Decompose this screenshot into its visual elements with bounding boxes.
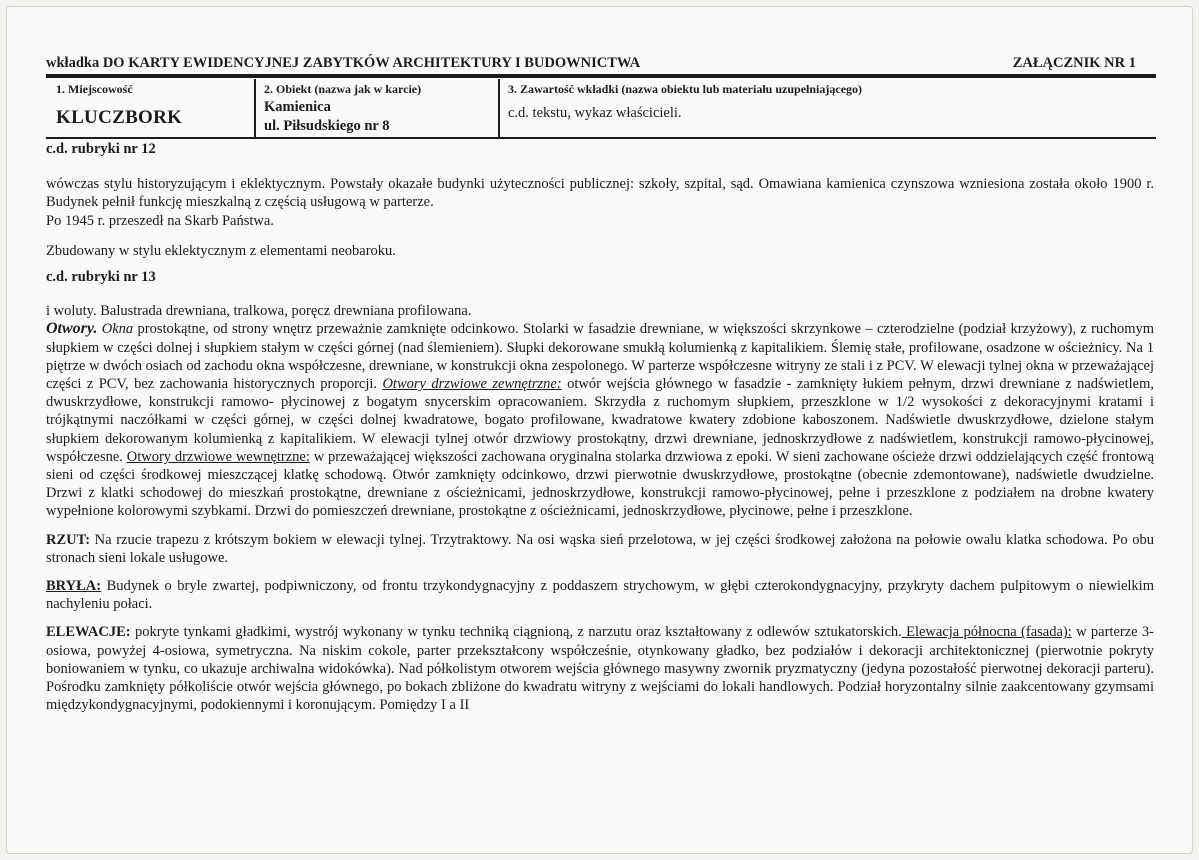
elewacje-label: ELEWACJE:	[46, 624, 131, 641]
locality-cell	[56, 79, 248, 137]
section-title-r12: c.d. rubryki nr 12	[46, 141, 156, 157]
paragraph-otwory	[46, 320, 1154, 520]
okna-label: Okna	[101, 321, 134, 338]
locality-value: KLUCZBORK	[56, 107, 183, 128]
otwory-text-2: otwór wejścia głównego w fasadzie - zamknięty łukiem pełnym, drzwi drewniane z nadświetlem, dwuskrzydłowe, konstrukcji ramowo- płycinowej z bogatym snycerskim opracowaniem. Skrzydła z ruchomym słupkiem, przeszklone w 1/2 wysokości z dekoracyjnymi kratami i trójkątnymi naczółkami w części górnej, w części dolnej kwadratowe, bogato profilowane, kwadratowe kwatery zdobione kaboszonem. Nadświetle dwuskrzydłowe, dzielone stałym słupkiem dekorowanym kolumienką z kapitalikiem. W elewacji tylnej otwór drzwiowy prostokątny, drzwi drewniane, jednoskrzydłowe z nadświetlem, konstrukcji ramowo-płycinowej, współczesne.	[46, 376, 1154, 465]
contents-value: c.d. tekstu, wykaz właścicieli.	[508, 105, 682, 121]
elewacje-text-1: pokryte tynkami gładkimi, wystrój wykonany w tynku techniką ciągnioną, z narzutu oraz kształtowany z odlewów sztukatorskich.	[130, 624, 902, 641]
header-rule	[46, 74, 1156, 78]
otwory-text-1: prostokątne, od strony wnętrz przeważnie zamknięte odcinkowo. Stolarki w fasadzie drewniane, w większości skrzynkowe – czterodzielne (podział krzyżowy), z ruchomym słupkiem w części dolnej i słupkiem stałym w części górnej (nad ślemieniem). Słupki dekorowane smukłą kolumienką z kapitalikiem. Ślemię stałe, profilowane, osadzone w ościeżnicy. Na 1 piętrze w dwóch osiach od zachodu okna współczesne, drewniane, w konstrukcji okna zespolonego. W parterze współczesne witryny ze stali i z PCV. W elewacji tylnej okna w przeważającej części z PCV, bez zachowania historycznych proporcji.	[46, 321, 1155, 393]
contents-cell	[498, 79, 1148, 137]
object-cell	[254, 79, 506, 137]
drzwi-wewnetrzne-label: Otwory drzwiowe wewnętrzne:	[126, 448, 310, 465]
paragraph-r12-2: Po 1945 r. przeszedł na Skarb Państwa.	[46, 212, 274, 229]
header-table	[46, 79, 1156, 139]
paragraph-r13-1: i woluty. Balustrada drewniana, tralkowa, poręcz drewniana profilowana.	[46, 303, 472, 320]
paragraph-rzut	[46, 531, 1154, 567]
paragraph-bryla	[46, 577, 1154, 613]
otwory-label: Otwory.	[46, 320, 98, 338]
page-header	[46, 55, 1156, 72]
otwory-text-3: w przeważającej większości zachowana oryginalna stolarka drzwiowa z epoki. W sieni zachowane ościeże drzwi oddzielających część frontową sieni od części środkowej mieszczącej klatkę schodową. Otwór zamknięty odcinkowo, drzwi pierwotnie dwuskrzydłowe, prostokątne (obecnie zdemontowane), nadświetle dwudzielne. Drzwi z klatki schodowej do mieszkań prostokątne, drewniane z ościeżnicami, jednoskrzydłowe, konstrukcji ramowo-płycinowej, pełne i przeszklone z podziałem na drobne kwatery wypełnione kolorowymi szybkami. Drzwi do pomieszczeń drewniane, prostokątne z ościeżnicami, jednoskrzydłowe, płycinowe, pełne i przeszklone.	[46, 448, 1155, 520]
paragraph-r12-1: wówczas stylu historyzującym i eklektycznym. Powstały okazałe budynki użyteczności publicznej: szkoły, szpital, sąd. Omawiana kamienica czynszowa wzniesiona została około 1900 r. Budynek pełnił funkcję mieszkalną z częścią usługową w parterze.	[46, 176, 1154, 211]
section-title-r13: c.d. rubryki nr 13	[46, 269, 156, 286]
paragraph-elewacje	[46, 623, 1154, 714]
object-caption: 2. Obiekt (nazwa jak w karcie)	[264, 82, 422, 96]
locality-caption: 1. Miejscowość	[56, 82, 133, 96]
bryla-label: BRYŁA:	[46, 578, 102, 595]
object-address: ul. Piłsudskiego nr 8	[264, 118, 390, 134]
rzut-label: RZUT:	[46, 531, 91, 548]
contents-caption: 3. Zawartość wkładki (nazwa obiektu lub materiału uzupełniającego)	[508, 82, 863, 96]
object-name: Kamienica	[264, 99, 331, 115]
rzut-text: Na rzucie trapezu z krótszym bokiem w elewacji tylnej. Trzytraktowy. Na osi wąska sień przelotowa, w jej części środkowej założona na połowie owalu klatka schodowa. Po obu stronach sieni lokale usługowe.	[46, 531, 1154, 566]
elewacja-polnocna-label: Elewacja północna (fasada):	[901, 624, 1072, 641]
form-title: wkładka DO KARTY EWIDENCYJNEJ ZABYTKÓW ARCHITEKTURY I BUDOWNICTWA	[46, 55, 641, 71]
document-body	[46, 140, 1154, 714]
paragraph-r12-3: Zbudowany w stylu eklektycznym z elementami neobaroku.	[46, 242, 396, 259]
elewacje-text-2: w parterze 3-osiowa, powyżej 4-osiowa, symetryczna. Na niskim cokole, parter przekształcony współcześnie, otynkowany gładko, bez podziałów i dekoracji architektonicznej (pierwotnie pokryty boniowaniem w tynku, co ukazuje archiwalna widokówka). Nad półkolistym otworem wejścia głównego masywny zwornik pryzmatyczny (jedyna pozostałość pierwotnej dekoracji parteru). Pośrodku zamknięty półkoliście otwór wejścia głównego, po bokach zbliżone do kwadratu witryny z wejściami do lokali handlowych. Podział horyzontalny silnie zaakcentowany gzymsami międzykondygnacyjnymi, podokiennymi i koronującym. Pomiędzy I a II	[46, 624, 1154, 714]
bryla-text: Budynek o bryle zwartej, podpiwniczony, od frontu trzykondygnacyjny z poddaszem strychowym, w głębi czterokondygnacyjny, przykryty dachem pulpitowym o niewielkim nachyleniu połaci.	[46, 578, 1154, 613]
drzwi-zewnetrzne-label: Otwory drzwiowe zewnętrzne:	[382, 376, 562, 393]
annex-label: ZAŁĄCZNIK NR 1	[1012, 55, 1136, 71]
